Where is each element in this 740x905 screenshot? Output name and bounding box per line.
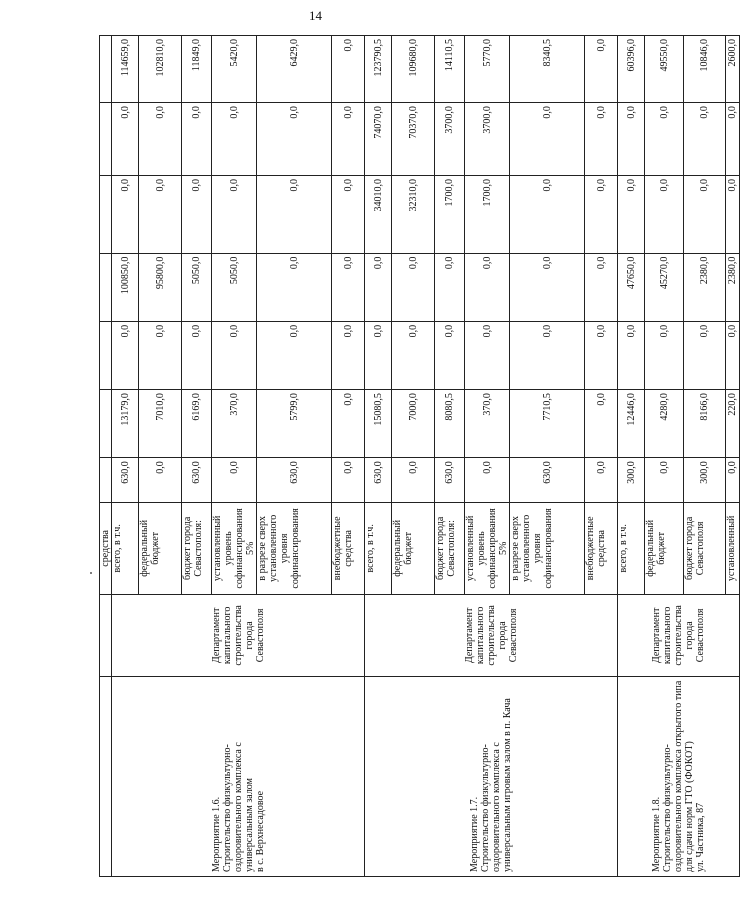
- value-cell: 15080,5: [365, 390, 392, 458]
- value-cell: 13179,0: [112, 390, 139, 458]
- value-cell: [100, 103, 112, 176]
- value-cell: 0,0: [332, 253, 365, 321]
- funding-source-cell: всего, в т.ч.: [618, 502, 645, 594]
- value-cell: 0,0: [684, 321, 726, 389]
- total-cell: 109680,0: [392, 36, 435, 103]
- value-cell: [100, 176, 112, 254]
- value-cell: 0,0: [618, 321, 645, 389]
- value-cell: 0,0: [510, 176, 585, 254]
- value-cell: 0,0: [139, 458, 182, 503]
- value-cell: [100, 321, 112, 389]
- value-cell: 630,0: [510, 458, 585, 503]
- total-cell: [100, 36, 112, 103]
- financing-table: [99, 35, 740, 877]
- value-cell: 95800,0: [139, 253, 182, 321]
- value-cell: 630,0: [435, 458, 465, 503]
- funding-source-cell: установленный: [726, 502, 740, 594]
- value-cell: 220,0: [726, 390, 740, 458]
- table-row: [618, 36, 645, 877]
- executor-cell-empty: [100, 594, 112, 676]
- value-cell: 0,0: [212, 458, 257, 503]
- table-row: [112, 36, 139, 877]
- value-cell: 0,0: [510, 253, 585, 321]
- funding-source-cell: федеральный бюджет: [139, 502, 182, 594]
- funding-source-cell: в разрезе сверх установленного уровня софинансирования: [510, 502, 585, 594]
- value-cell: 7710,5: [510, 390, 585, 458]
- value-cell: 0,0: [645, 176, 684, 254]
- total-cell: 5770,0: [465, 36, 510, 103]
- value-cell: 0,0: [585, 390, 618, 458]
- scan-speck: [90, 572, 92, 574]
- table-body: [100, 36, 740, 877]
- value-cell: 630,0: [257, 458, 332, 503]
- total-cell: 8340,5: [510, 36, 585, 103]
- value-cell: 45270,0: [645, 253, 684, 321]
- funding-source-cell: федеральный бюджет: [645, 502, 684, 594]
- value-cell: 0,0: [726, 103, 740, 176]
- value-cell: 0,0: [365, 321, 392, 389]
- value-cell: 0,0: [182, 176, 212, 254]
- value-cell: 370,0: [465, 390, 510, 458]
- total-cell: 49550,0: [645, 36, 684, 103]
- value-cell: 300,0: [684, 458, 726, 503]
- value-cell: 0,0: [182, 321, 212, 389]
- value-cell: [100, 458, 112, 503]
- value-cell: 2380,0: [684, 253, 726, 321]
- value-cell: 0,0: [585, 176, 618, 254]
- value-cell: 0,0: [684, 176, 726, 254]
- value-cell: 0,0: [585, 321, 618, 389]
- value-cell: 0,0: [645, 103, 684, 176]
- value-cell: 0,0: [618, 176, 645, 254]
- value-cell: 6169,0: [182, 390, 212, 458]
- value-cell: 1700,0: [435, 176, 465, 254]
- value-cell: 0,0: [392, 253, 435, 321]
- value-cell: 0,0: [257, 253, 332, 321]
- value-cell: 0,0: [112, 103, 139, 176]
- value-cell: 0,0: [726, 321, 740, 389]
- funding-source-cell: всего, в т.ч.: [112, 502, 139, 594]
- value-cell: 5050,0: [182, 253, 212, 321]
- value-cell: 0,0: [182, 103, 212, 176]
- total-cell: 11849,0: [182, 36, 212, 103]
- value-cell: 0,0: [139, 176, 182, 254]
- value-cell: 7000,0: [392, 390, 435, 458]
- value-cell: 4280,0: [645, 390, 684, 458]
- value-cell: 0,0: [257, 176, 332, 254]
- funding-source-cell: бюджет города Севастополя:: [435, 502, 465, 594]
- executor-cell: Департамент капитального строительства города Севастополя: [112, 594, 365, 676]
- event-title-cell: Мероприятие 1.8. Строительство физкультурно-оздоровительного комплекса открытого типа для сдачи норм ГТО (ФОКОТ) ул. Частника, 87: [618, 677, 740, 877]
- value-cell: 300,0: [618, 458, 645, 503]
- value-cell: 0,0: [332, 176, 365, 254]
- value-cell: 370,0: [212, 390, 257, 458]
- executor-cell: Департамент капитального строительства города Севастополя: [365, 594, 618, 676]
- value-cell: 0,0: [139, 103, 182, 176]
- value-cell: 0,0: [212, 103, 257, 176]
- value-cell: 0,0: [257, 321, 332, 389]
- value-cell: 0,0: [365, 253, 392, 321]
- funding-source-cell: внебюджетные средства: [585, 502, 618, 594]
- funding-source-cell: установленный уровень софинансирования 5%: [465, 502, 510, 594]
- table-row-continuation: [100, 36, 112, 877]
- value-cell: 3700,0: [465, 103, 510, 176]
- value-cell: 47650,0: [618, 253, 645, 321]
- total-cell: 60396,0: [618, 36, 645, 103]
- value-cell: 34010,0: [365, 176, 392, 254]
- value-cell: 630,0: [182, 458, 212, 503]
- value-cell: 0,0: [139, 321, 182, 389]
- value-cell: 32310,0: [392, 176, 435, 254]
- total-cell: 102810,0: [139, 36, 182, 103]
- value-cell: 0,0: [392, 458, 435, 503]
- value-cell: 0,0: [332, 321, 365, 389]
- value-cell: 0,0: [585, 253, 618, 321]
- value-cell: 1700,0: [465, 176, 510, 254]
- value-cell: 0,0: [435, 321, 465, 389]
- value-cell: [100, 253, 112, 321]
- value-cell: 0,0: [645, 321, 684, 389]
- value-cell: 0,0: [332, 390, 365, 458]
- value-cell: 630,0: [112, 458, 139, 503]
- funding-source-cell: установленный уровень софинансирования 5%: [212, 502, 257, 594]
- value-cell: 0,0: [510, 321, 585, 389]
- value-cell: 3700,0: [435, 103, 465, 176]
- value-cell: 0,0: [332, 103, 365, 176]
- executor-cell: Департамент капитального строительства города Севастополя: [618, 594, 740, 676]
- rotated-table-wrapper: [99, 35, 738, 877]
- value-cell: 0,0: [684, 103, 726, 176]
- value-cell: 5799,0: [257, 390, 332, 458]
- event-cell-empty: [100, 677, 112, 877]
- value-cell: 0,0: [435, 253, 465, 321]
- value-cell: 7010,0: [139, 390, 182, 458]
- value-cell: 0,0: [510, 103, 585, 176]
- total-cell: 5420,0: [212, 36, 257, 103]
- funding-source-cell: внебюджетные средства: [332, 502, 365, 594]
- value-cell: 0,0: [392, 321, 435, 389]
- funding-source-cell: бюджет города Севастополя: [684, 502, 726, 594]
- value-cell: 0,0: [645, 458, 684, 503]
- value-cell: 0,0: [257, 103, 332, 176]
- value-cell: 0,0: [726, 458, 740, 503]
- page-number: 14: [309, 8, 322, 23]
- total-cell: 0,0: [585, 36, 618, 103]
- value-cell: 0,0: [585, 103, 618, 176]
- value-cell: 100850,0: [112, 253, 139, 321]
- value-cell: 5050,0: [212, 253, 257, 321]
- value-cell: 0,0: [618, 103, 645, 176]
- value-cell: 0,0: [585, 458, 618, 503]
- event-title-cell: Мероприятие 1.6. Строительство физкультурно-оздоровительного комплекса с универсальным залом в с. Верхнесадовое: [112, 677, 365, 877]
- total-cell: 14110,5: [435, 36, 465, 103]
- table-row: [365, 36, 392, 877]
- value-cell: 630,0: [365, 458, 392, 503]
- value-cell: 0,0: [212, 321, 257, 389]
- value-cell: 0,0: [212, 176, 257, 254]
- value-cell: 0,0: [112, 321, 139, 389]
- value-cell: 74070,0: [365, 103, 392, 176]
- funding-source-cell: в разрезе сверх установленного уровня софинансирования: [257, 502, 332, 594]
- funding-source-cell: всего, в т.ч.: [365, 502, 392, 594]
- value-cell: 8080,5: [435, 390, 465, 458]
- value-cell: 0,0: [465, 458, 510, 503]
- value-cell: [100, 390, 112, 458]
- total-cell: 123790,5: [365, 36, 392, 103]
- value-cell: 8166,0: [684, 390, 726, 458]
- funding-source-cell: средства: [100, 502, 112, 594]
- total-cell: 2600,0: [726, 36, 740, 103]
- event-title-cell: Мероприятие 1.7. Строительство физкультурно-оздоровительного комплекса с универсальным игровым залом в п. Кача: [365, 677, 618, 877]
- value-cell: 12446,0: [618, 390, 645, 458]
- value-cell: 0,0: [465, 253, 510, 321]
- total-cell: 114659,0: [112, 36, 139, 103]
- value-cell: 70370,0: [392, 103, 435, 176]
- value-cell: 0,0: [332, 458, 365, 503]
- total-cell: 10846,0: [684, 36, 726, 103]
- value-cell: 2380,0: [726, 253, 740, 321]
- value-cell: 0,0: [726, 176, 740, 254]
- total-cell: 6429,0: [257, 36, 332, 103]
- total-cell: 0,0: [332, 36, 365, 103]
- value-cell: 0,0: [112, 176, 139, 254]
- funding-source-cell: федеральный бюджет: [392, 502, 435, 594]
- funding-source-cell: бюджет города Севастополя:: [182, 502, 212, 594]
- value-cell: 0,0: [465, 321, 510, 389]
